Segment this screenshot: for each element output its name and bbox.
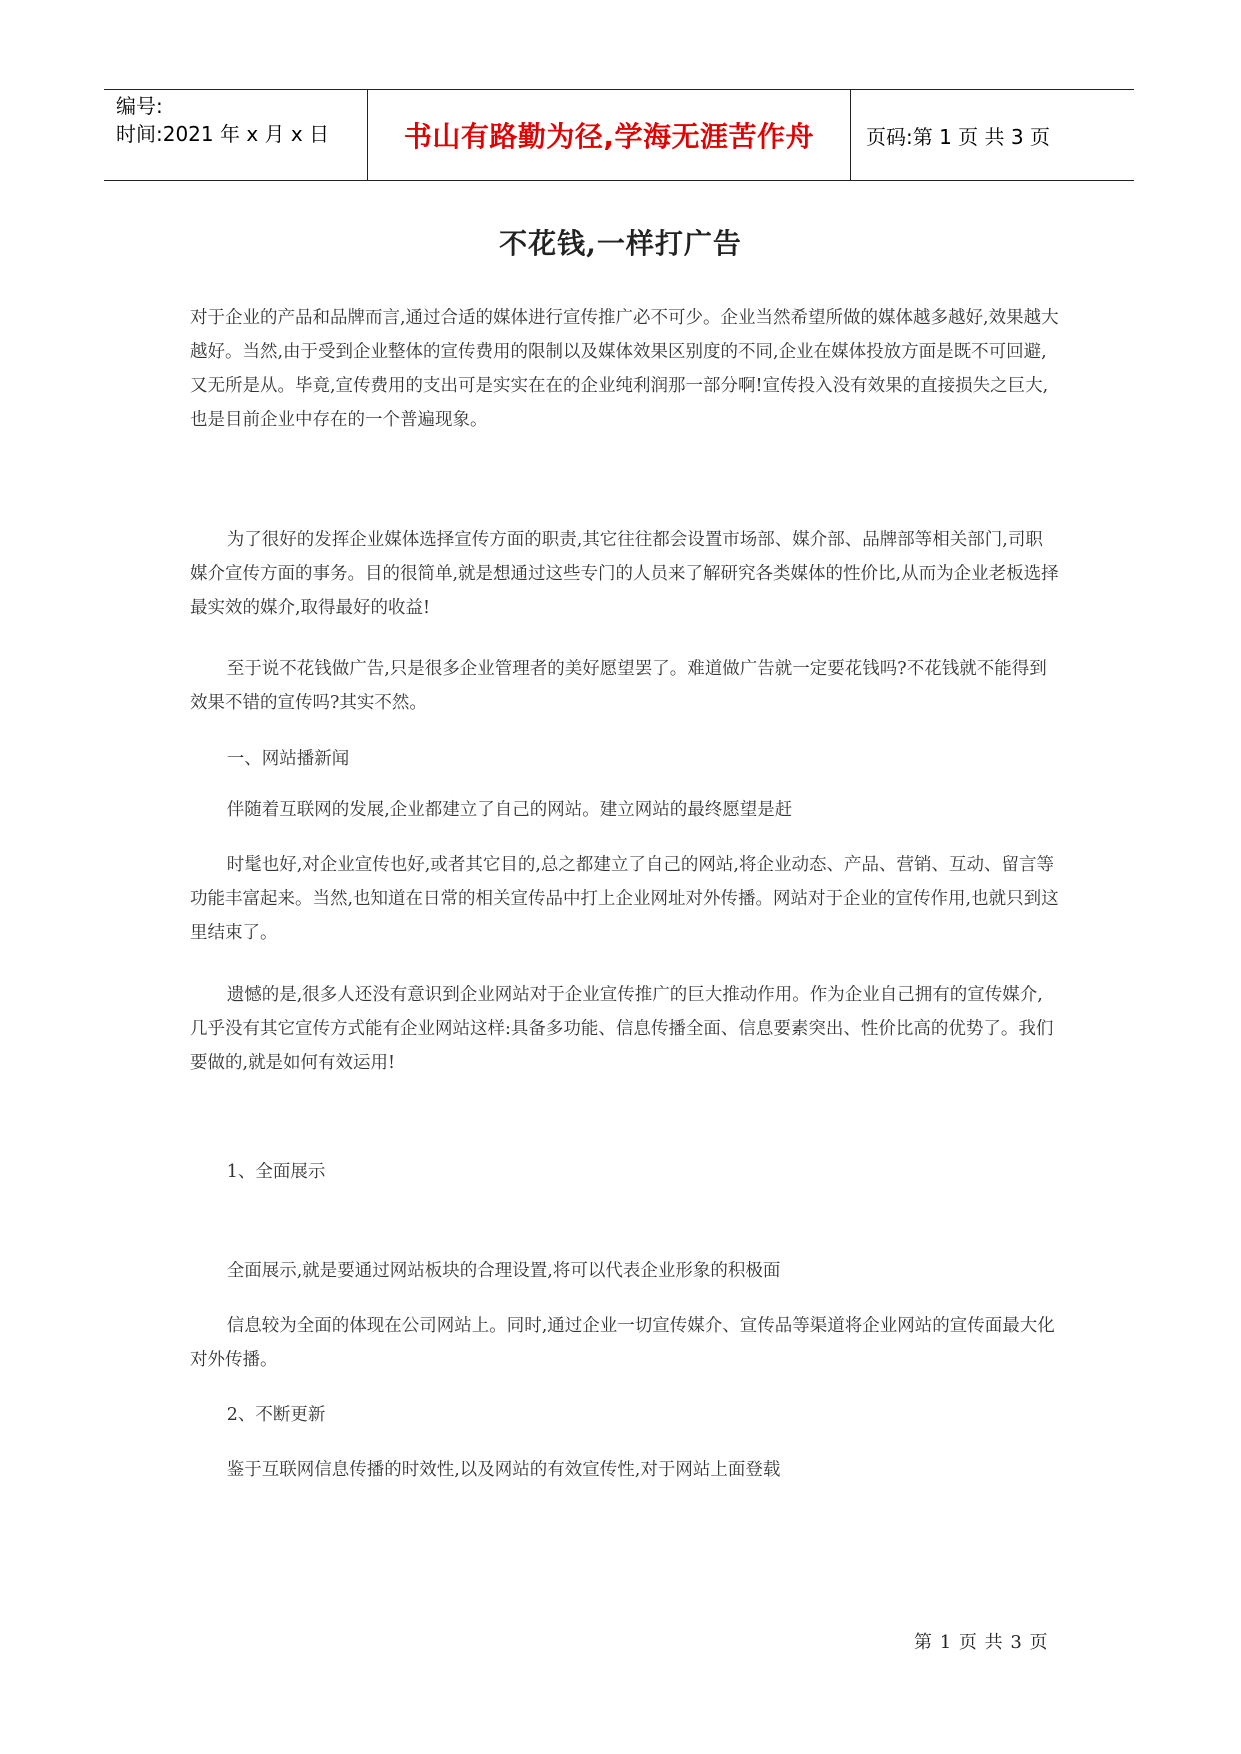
header-motto: 书山有路勤为径,学海无涯苦作舟 <box>403 120 815 153</box>
body-paragraph <box>190 301 1060 437</box>
body-paragraph <box>190 1309 1060 1377</box>
paragraph-9: 鉴于互联网信息传播的时效性,以及网站的有效宣传性,对于网站上面登载 <box>226 1460 781 1480</box>
document-number-label: 编号: <box>116 94 163 118</box>
section-heading-3: 2、不断更新 <box>226 1405 326 1425</box>
header-page-number: 页码:第 1 页 共 3 页 <box>866 124 1050 149</box>
body-paragraph <box>190 523 1060 625</box>
document-title: 不花钱,一样打广告 <box>499 227 742 260</box>
body-paragraph <box>190 793 1060 827</box>
paragraph-5: 时髦也好,对企业宣传也好,或者其它目的,总之都建立了自己的网站,将企业动态、产品、营销、互动、留言等功能丰富起来。当然,也知道在日常的相关宣传品中打上企业网址对外传播。网站对于企业的宣传作用,也就只到这里结束了。 <box>190 855 1059 943</box>
paragraph-1: 对于企业的产品和品牌而言,通过合适的媒体进行宣传推广必不可少。企业当然希望所做的媒体越多越好,效果越大越好。当然,由于受到企业整体的宣传费用的限制以及媒体效果区别度的不同,企业在媒体投放方面是既不可回避,又无所是从。毕竟,宣传费用的支出可是实实在在的企业纯利润那一部分啊!宣传投入没有效果的直接损失之巨大,也是目前企业中存在的一个普遍现象。 <box>190 308 1059 430</box>
body-paragraph <box>190 1453 1060 1487</box>
paragraph-8: 信息较为全面的体现在公司网站上。同时,通过企业一切宣传媒介、宣传品等渠道将企业网站的宣传面最大化对外传播。 <box>190 1316 1055 1370</box>
paragraph-7: 全面展示,就是要通过网站板块的合理设置,将可以代表企业形象的积极面 <box>226 1261 781 1281</box>
section-heading <box>190 1398 1060 1432</box>
section-heading <box>190 1155 1060 1189</box>
body-paragraph <box>190 652 1060 720</box>
section-heading-1: 一、网站播新闻 <box>226 749 350 769</box>
paragraph-2: 为了很好的发挥企业媒体选择宣传方面的职责,其它往往都会设置市场部、媒介部、品牌部等相关部门,司职媒介宣传方面的事务。目的很简单,就是想通过这些专门的人员来了解研究各类媒体的性价比,从而为企业老板选择最实效的媒介,取得最好的收益! <box>190 530 1059 618</box>
body-paragraph <box>190 978 1060 1080</box>
page-header <box>104 89 1134 181</box>
paragraph-3: 至于说不花钱做广告,只是很多企业管理者的美好愿望罢了。难道做广告就一定要花钱吗?不花钱就不能得到效果不错的宣传吗?其实不然。 <box>190 659 1047 713</box>
body-paragraph <box>190 1254 1060 1288</box>
paragraph-6: 遗憾的是,很多人还没有意识到企业网站对于企业宣传推广的巨大推动作用。作为企业自己拥有的宣传媒介,几乎没有其它宣传方式能有企业网站这样:具备多功能、信息传播全面、信息要素突出、性价比高的优势了。我们要做的,就是如何有效运用! <box>190 985 1054 1073</box>
page-footer: 第 1 页 共 3 页 <box>914 1632 1049 1653</box>
section-heading <box>190 742 1060 776</box>
paragraph-4: 伴随着互联网的发展,企业都建立了自己的网站。建立网站的最终愿望是赶 <box>226 800 793 820</box>
body-paragraph <box>190 848 1060 950</box>
document-time-label: 时间:2021 年 x 月 x 日 <box>116 122 330 146</box>
header-meta <box>116 92 366 148</box>
header-divider <box>850 90 851 180</box>
section-heading-2: 1、全面展示 <box>226 1162 326 1182</box>
